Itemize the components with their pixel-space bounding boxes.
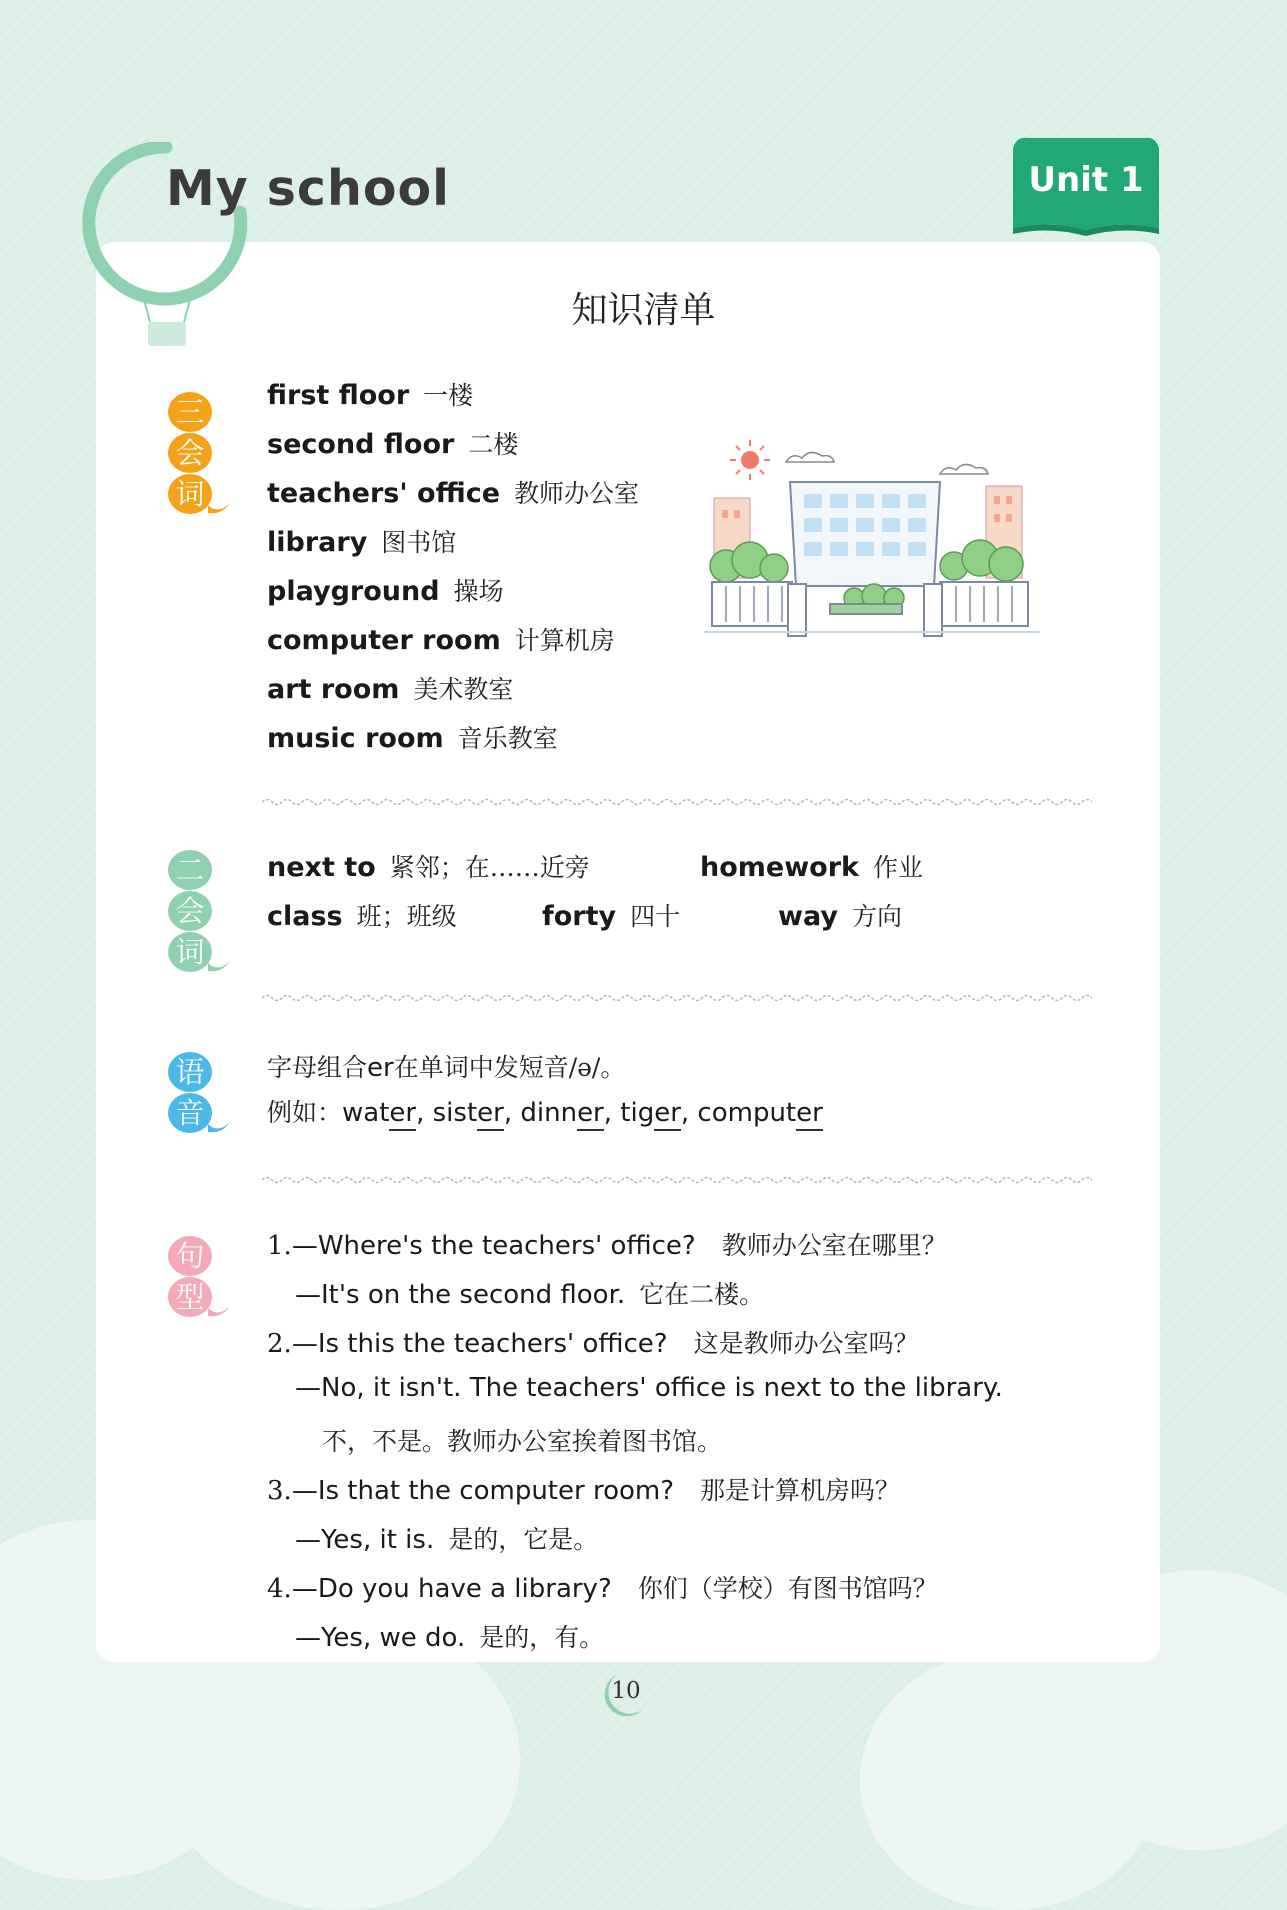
word-item [778,897,902,933]
sentence-cn: 那是计算机房吗？ [700,1476,901,1505]
sentence-number: 3. [267,1476,292,1506]
word-cn: 图书馆 [381,528,457,557]
word-item [267,848,590,884]
word-row [267,376,473,412]
sun-icon [730,440,770,480]
word-row [267,425,518,461]
badge-char: 词 [168,474,212,514]
word-en: art room [267,674,400,705]
word-cn: 音乐教室 [457,724,558,753]
background-cloud [860,1650,1160,1910]
phonics-rule [267,1048,625,1084]
badge-char: 会 [168,891,212,931]
sentence-line [267,1569,938,1605]
word-cn: 一楼 [423,381,474,410]
badge-char: 语 [168,1052,212,1092]
example-word: tiger [620,1098,681,1131]
word-en: second floor [267,429,455,460]
word-cn: 班；班级 [356,902,457,931]
example-word: sister [433,1098,504,1131]
word-cn: 二楼 [468,430,519,459]
word-en: forty [542,901,617,932]
word-cn: 方向 [851,902,902,931]
sentence-en: —Yes, we do. [295,1623,466,1653]
word-cn: 操场 [453,577,504,606]
sentence-en: —Yes, it is. [295,1525,435,1555]
sentence-number: 4. [267,1574,292,1604]
word-row [267,621,615,657]
word-en: teachers' office [267,478,501,509]
wavy-divider [262,1174,1092,1186]
sentence-line [295,1618,604,1654]
word-cn: 教师办公室 [514,479,640,508]
word-en: music room [267,723,444,754]
sentence-en: —It's on the second floor. [295,1280,626,1310]
wavy-divider [262,992,1092,1004]
example-prefix: 例如： [267,1098,343,1127]
word-item [542,897,680,933]
sentence-cn: 这是教师办公室吗？ [693,1329,919,1358]
word-cn: 四十 [630,902,681,931]
phonics-examples: 例如：water, sister, dinner, tiger, computer [267,1093,823,1129]
word-en: homework [700,852,859,883]
badge-char: 句 [168,1236,212,1276]
word-en: library [267,527,368,558]
sentence-line [295,1373,1003,1403]
word-en: class [267,901,343,932]
unit-label: Unit 1 [1028,160,1144,200]
sentence-number: 1. [267,1231,292,1261]
sentence-line [267,1226,947,1262]
word-row [267,474,639,510]
example-word: computer [697,1098,822,1131]
badge-char: 会 [168,433,212,473]
section-title: 知识清单 [571,290,716,331]
sentence-en: —Do you have a library? [291,1574,612,1604]
sentence-cn: 教师办公室在哪里？ [721,1231,947,1260]
sentence-en: —No, it isn't. The teachers' office is next to the library. [295,1373,1003,1403]
badge-yuyin [168,1052,216,1134]
word-row [267,719,558,755]
sentence-en: —Is that the computer room? [291,1476,675,1506]
school-illustration [704,436,1040,646]
sentence-line [322,1422,722,1458]
sentence-cn: 你们（学校）有图书馆吗？ [637,1574,938,1603]
sentence-cn: 不，不是。教师办公室挨着图书馆。 [322,1427,723,1456]
word-en: first floor [267,380,410,411]
phonics-letters: er [367,1053,394,1083]
example-word: dinner [520,1098,603,1131]
phonics-rule-suffix: 在单词中发短音/ə/。 [393,1053,626,1082]
sentence-line [295,1520,598,1556]
sentence-line [295,1275,764,1311]
badge-char: 三 [168,392,212,432]
badge-tail-icon [208,959,230,973]
badge-tail-icon [208,1120,230,1134]
sentence-en: —Where's the teachers' office? [291,1231,696,1261]
sentence-en: —Is this the teachers' office? [291,1329,668,1359]
word-row [267,572,504,608]
word-cn: 作业 [872,853,923,882]
example-word: water [342,1098,416,1131]
word-cn: 计算机房 [514,626,615,655]
sentence-line [267,1471,900,1507]
badge-char: 二 [168,850,212,890]
badge-juxing [168,1236,216,1318]
badge-sanhuici [168,392,216,515]
word-cn: 美术教室 [413,675,514,704]
word-cn: 紧邻；在……近旁 [389,853,590,882]
page-number: 10 [611,1678,641,1704]
badge-char: 音 [168,1093,212,1133]
word-item [700,848,923,884]
sentence-cn: 是的，它是。 [448,1525,599,1554]
badge-tail-icon [208,1304,230,1318]
badge-tail-icon [208,501,230,515]
badge-erhuici [168,850,216,973]
page-number-badge [596,1670,656,1720]
word-en: next to [267,852,376,883]
sentence-cn: 它在二楼。 [639,1280,765,1309]
word-en: computer room [267,625,501,656]
badge-char: 词 [168,932,212,972]
phonics-rule-prefix: 字母组合 [267,1053,368,1082]
sentence-number: 2. [267,1329,292,1359]
page-title: My school [166,160,450,217]
wavy-divider [262,796,1092,808]
word-row [267,670,513,706]
word-item [267,897,457,933]
word-en: playground [267,576,440,607]
word-row [267,523,456,559]
badge-char: 型 [168,1277,212,1317]
word-en: way [778,901,838,932]
sentence-cn: 是的，有。 [479,1623,605,1652]
sentence-line [267,1324,919,1360]
